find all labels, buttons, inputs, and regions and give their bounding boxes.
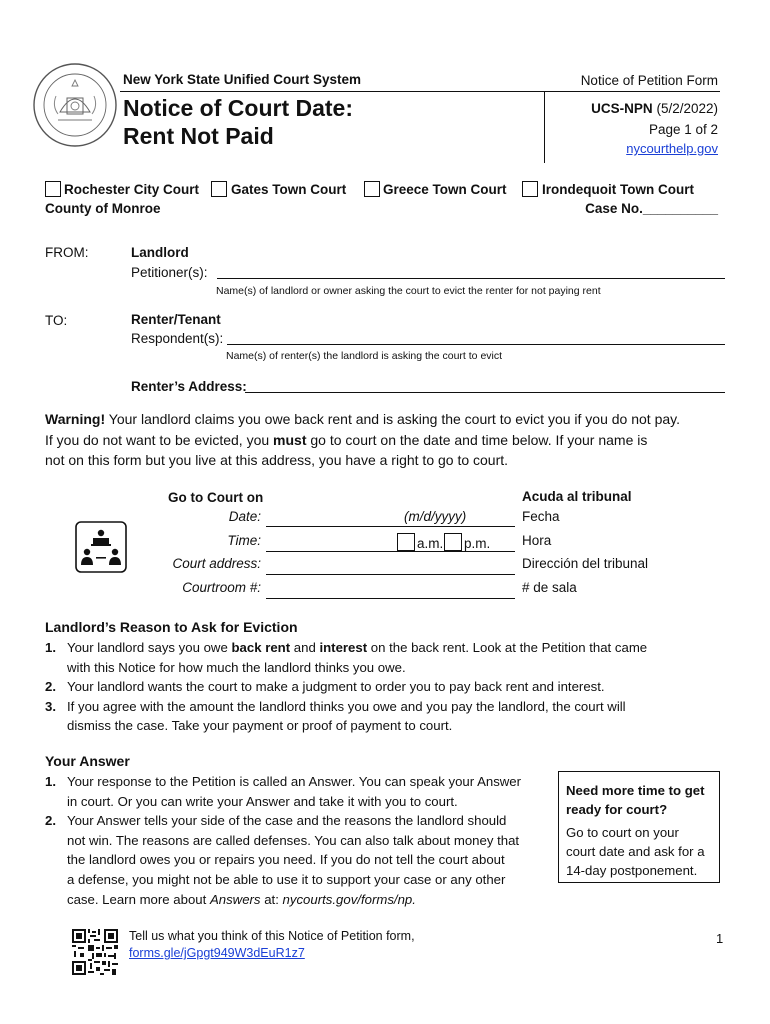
court-address-label-es: Dirección del tribunal: [522, 556, 649, 571]
pm-label: p.m.: [464, 536, 491, 551]
reason-text: Your landlord says you owe: [67, 640, 232, 655]
answer-text: Your response to the Petition is called an Answer. You can speak your Answer: [67, 774, 522, 789]
answer-text: at:: [260, 891, 283, 907]
header-divider: [544, 91, 545, 163]
page-number: 1: [716, 931, 724, 946]
feedback-link[interactable]: forms.gle/jGpgt949W3dEuR1z7: [129, 946, 305, 960]
petitioner-hint: Name(s) of landlord or owner asking the court to evict the renter for not paying rent: [216, 285, 601, 297]
petitioner-input[interactable]: [217, 278, 725, 279]
form-code: UCS-NPN: [591, 101, 653, 116]
checkbox-irondequoit-town-court[interactable]: [522, 181, 538, 197]
respondent-input[interactable]: [227, 344, 725, 345]
to-label: TO:: [45, 313, 68, 328]
pm-checkbox[interactable]: [444, 533, 462, 551]
reason-item: [45, 677, 735, 697]
renter-address-input[interactable]: [245, 392, 725, 393]
reason-text: on the back rent. Look at the Petition that came: [367, 640, 648, 655]
courtroom-icon: [75, 521, 127, 573]
warning-paragraph: [45, 409, 735, 471]
page-title-line2: Rent Not Paid: [123, 123, 274, 149]
county-label: County of Monroe: [45, 201, 161, 216]
postponement-heading-2: ready for court?: [566, 802, 668, 817]
courtroom-input[interactable]: [266, 598, 515, 599]
renter-address-label: Renter’s Address:: [131, 379, 247, 394]
answer-text: a defense, you might not be able to use it to support your case or any other: [67, 871, 506, 887]
answer-text: case. Learn more about: [67, 891, 210, 907]
date-label-es: Fecha: [522, 509, 560, 524]
answer-text: the landlord owes you or repairs you need. If you do not tell the court about: [67, 852, 505, 868]
answer-number: 1.: [45, 774, 56, 789]
acuda-tribunal-heading: Acuda al tribunal: [522, 489, 632, 504]
answer-heading: Your Answer: [45, 753, 130, 769]
checkbox-gates-town-court[interactable]: [211, 181, 227, 197]
postponement-text-1: Go to court on your: [566, 825, 679, 840]
answer-item: [45, 772, 550, 811]
courtroom-label: Courtroom #:: [182, 580, 261, 595]
checkbox-rochester-city-court[interactable]: [45, 181, 61, 197]
court-option-irondequoit: Irondequoit Town Court: [542, 182, 694, 197]
court-option-gates: Gates Town Court: [231, 182, 347, 197]
time-label: Time:: [227, 533, 261, 548]
form-code-line: [591, 101, 718, 116]
header-rule: [120, 91, 720, 92]
reason-number: 3.: [45, 698, 56, 714]
court-seal-icon: [32, 62, 118, 148]
postponement-box: [558, 771, 720, 883]
answers-url[interactable]: nycourts.gov/forms/np.: [282, 891, 416, 907]
date-label: Date:: [228, 509, 261, 524]
warning-text-3: not on this form but you live at this address, you have a right to go to court.: [45, 452, 509, 468]
reason-text: dismiss the case. Take your payment or proof of payment to court.: [67, 718, 453, 734]
reason-text: with this Notice for how much the landlord thinks you owe.: [67, 659, 406, 675]
warning-text-2a: If you do not want to be evicted, you: [45, 431, 274, 448]
back-rent-term: back rent: [231, 640, 291, 655]
page-title-line1: Notice of Court Date:: [123, 95, 353, 121]
am-label: a.m.: [417, 536, 444, 551]
answer-text: in court. Or you can write your Answer and take it with you to court.: [67, 793, 458, 809]
court-option-greece: Greece Town Court: [383, 182, 507, 197]
page-info: Page 1 of 2: [648, 122, 718, 137]
time-input[interactable]: [266, 551, 515, 552]
qr-code-icon[interactable]: [72, 929, 118, 975]
renter-heading: Renter/Tenant: [131, 312, 221, 327]
landlord-heading: Landlord: [131, 245, 189, 260]
postponement-heading-1: Need more time to get: [566, 783, 705, 798]
answer-text: not win. The reasons are called defenses. You can also talk about money that: [67, 832, 520, 848]
am-checkbox[interactable]: [397, 533, 415, 551]
from-label: FROM:: [45, 245, 89, 260]
website-link[interactable]: nycourthelp.gov: [626, 141, 718, 156]
court-system-name: New York State Unified Court System: [123, 72, 362, 87]
petitioner-label: Petitioner(s):: [131, 265, 208, 280]
postponement-text-3: 14-day postponement.: [566, 863, 698, 878]
warning-text-1: Your landlord claims you owe back rent and is asking the court to evict you if you do not pay.: [105, 411, 680, 427]
reason-number: 1.: [45, 640, 56, 655]
checkbox-greece-town-court[interactable]: [364, 181, 380, 197]
go-to-court-heading: Go to Court on: [168, 490, 264, 505]
reasons-list: [45, 638, 735, 736]
reason-item: [45, 697, 735, 736]
date-input[interactable]: [266, 526, 515, 527]
courtroom-label-es: # de sala: [522, 580, 577, 595]
respondent-label: Respondent(s):: [131, 331, 224, 346]
interest-term: interest: [319, 640, 368, 655]
warning-lead: Warning!: [45, 411, 106, 427]
answer-list: [45, 772, 550, 909]
court-option-rochester: Rochester City Court: [64, 182, 200, 197]
reason-text: Your landlord wants the court to make a judgment to order you to pay back rent and interest.: [67, 679, 605, 695]
reason-item: [45, 638, 735, 677]
answer-text: Your Answer tells your side of the case and the reasons the landlord should: [67, 813, 507, 829]
warning-text-2c: go to court on the date and time below. If your name is: [306, 431, 648, 448]
reason-text: If you agree with the amount the landlord thinks you owe and you pay the landlord, the court will: [67, 698, 626, 714]
court-address-label: Court address:: [172, 556, 261, 571]
case-number-field[interactable]: Case No.__________: [585, 201, 718, 216]
reason-text: and: [290, 640, 320, 655]
postponement-text-2: court date and ask for a: [566, 844, 705, 859]
feedback-text: Tell us what you think of this Notice of Petition form,: [129, 929, 415, 943]
reason-number: 2.: [45, 679, 56, 695]
respondent-hint: Name(s) of renter(s) the landlord is asking the court to evict: [226, 350, 503, 362]
time-label-es: Hora: [522, 533, 552, 548]
answers-term: Answers: [209, 891, 261, 907]
answer-number: 2.: [45, 813, 56, 829]
form-date: (5/2/2022): [656, 101, 718, 116]
form-label: Notice of Petition Form: [580, 73, 718, 88]
warning-must: must: [273, 431, 307, 448]
date-format-hint: (m/d/yyyy): [404, 509, 467, 524]
court-address-input[interactable]: [266, 574, 515, 575]
answer-item: [45, 811, 550, 909]
reasons-heading: Landlord’s Reason to Ask for Eviction: [45, 619, 298, 635]
